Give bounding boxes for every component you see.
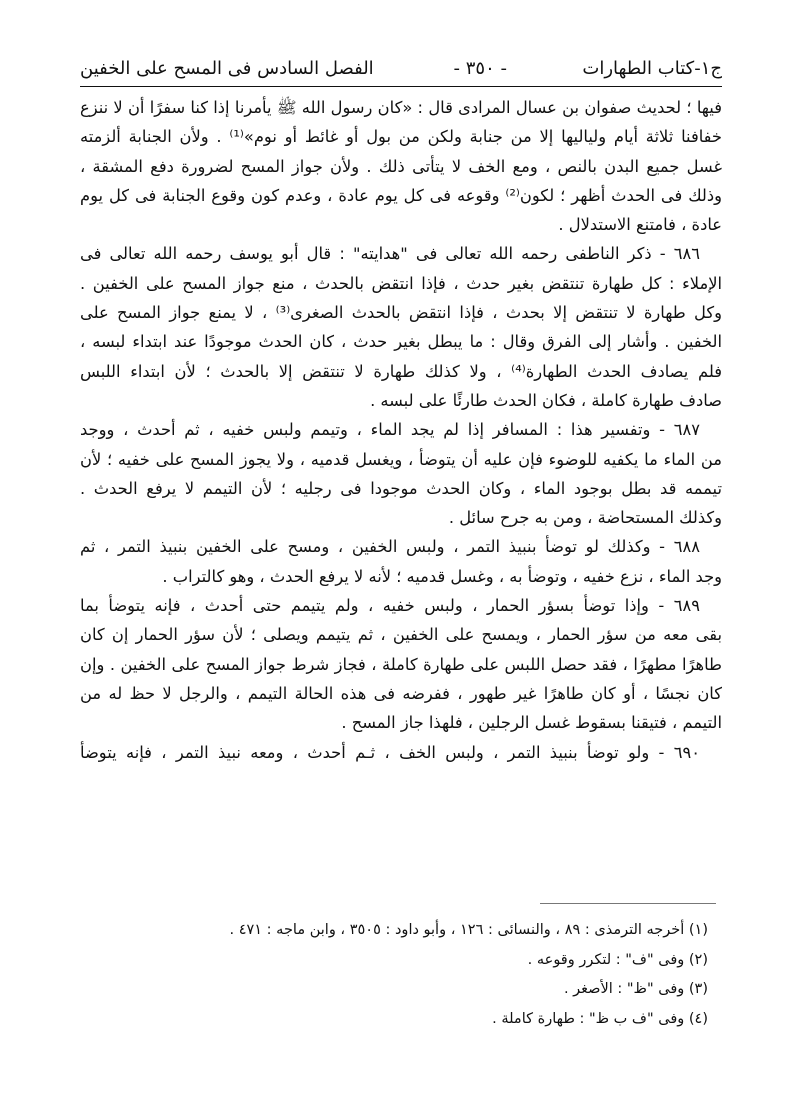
text-line: فلم يصادف الحدث الطهارة⁽⁴⁾ ، ولا كذلك طهارة لا تنتقض إلا بالحدث ؛ لأن ابتداء اللبس (80, 361, 722, 381)
header-chapter-title: الفصل السادس فى المسح على الخفين (80, 58, 374, 79)
body-text (80, 93, 722, 767)
header-page-number: - ٣٥٠ - (453, 58, 507, 79)
text-line: بقى معه من سؤر الحمار ، ويمسح على الخفين ، ثم يتيمم ويصلى ؛ لأن سؤر الحمار إن كان (80, 625, 722, 645)
text-line: كان نجسًا ، أو كان طاهرًا غير طهور ، ففرضه فى هذه الحالة التيمم ، والرجل لا حظ له من (80, 683, 722, 703)
text-line: الخفين . وأشار إلى الفرق وقال : ما يبطل بغير حدث ، كان الحدث موجودًا عند ابتداء لبسه ، (80, 332, 722, 352)
text-line: ٦٨٧ - وتفسير هذا : المسافر إذا لم يجد الماء ، وتيمم ولبس خفيه ، ثم أحدث ، ووجد (80, 420, 700, 440)
book-page (80, 52, 722, 767)
running-header (80, 52, 722, 87)
footnote-3: (٣) وفى "ظ" : الأصغر . (563, 981, 708, 997)
paragraph-686 (80, 239, 722, 415)
text-line: الإملاء : كل طهارة تنتقض بغير حدث ، فإذا انتقض بالحدث ، منع جواز المسح على الخفين . (80, 273, 722, 293)
text-line: تيممه قد بطل بوجود الماء ، وكان الحدث موجودا فى رجليه ؛ لأن التيمم لا يرفع الحدث . (80, 478, 722, 498)
text-line: وكل طهارة لا تنتقض إلا بحدث ، فإذا انتقض بالحدث الصغرى⁽³⁾ ، لا يمنع جواز المسح على (80, 303, 722, 323)
text-line: صادف طهارة كاملة ، فكان الحدث طارئًا على لبسه . (370, 390, 722, 410)
footnote-4: (٤) وفى "ف ب ظ" : طهارة كاملة . (492, 1010, 708, 1027)
text-line: التيمم ، فتيقنا بسقوط غسل الرجلين ، فلهذا جاز المسح . (341, 713, 722, 733)
text-line: عادة ، فامتنع الاستدلال . (558, 215, 722, 235)
text-line: ٦٨٦ - ذكر الناطفى رحمه الله تعالى فى "هدايته" : قال أبو يوسف رحمه الله تعالى فى (80, 244, 700, 264)
footnote-1: (١) أخرجه الترمذى : ٨٩ ، والنسائى : ١٢٦ ، وأبو داود : ٣٥٠٥ ، وابن ماجه : ٤٧١ . (229, 922, 708, 938)
text-line: وجد الماء ، نزع خفيه ، وتوضأ به ، وغسل قدميه ؛ لأنه لا يرفع الحدث ، وهو كالتراب . (162, 566, 722, 586)
text-line: غسل جميع البدن بالنص ، ومع الخف لا يتأتى ذلك . ولأن جواز المسح لضرورة دفع المشقة ، (80, 156, 722, 176)
text-line: وكذلك المستحاضة ، ومن به جرح سائل . (448, 508, 722, 528)
paragraph-690 (80, 738, 722, 767)
text-line: ٦٩٠ - ولو توضأ بنبيذ التمر ، ولبس الخف ، ثـم أحدث ، ومعه نبيذ التمر ، فإنه يتوضأ (80, 742, 700, 762)
text-line: ٦٨٩ - وإذا توضأ بسؤر الحمار ، ولبس خفيه ، ولم يتيمم حتى أحدث ، فإنه يتوضأ بما (80, 596, 700, 616)
footnotes (229, 916, 708, 1034)
text-line: ٦٨٨ - وكذلك لو توضأ بنبيذ التمر ، ولبس الخفين ، ومسح على الخفين بنبيذ التمر ، ثم (80, 537, 700, 557)
footnote-separator (540, 903, 716, 904)
paragraph-688 (80, 532, 722, 591)
paragraph-689 (80, 591, 722, 737)
text-line: من الماء ما يكفيه للوضوء فإن عليه أن يتوضأ ، ويغسل قدميه ، ولا يجوز المسح على خفيه ؛ لأن (80, 449, 722, 469)
text-line: فيها ؛ لحديث صفوان بن عسال المرادى قال : «كان رسول الله ﷺ يأمرنا إذا كنا سفرًا أن لا ننزع (80, 98, 722, 117)
text-line: وذلك فى الحدث أظهر ؛ لكون⁽²⁾ وقوعه فى كل يوم عادة ، وعدم كون وقوع الجنابة فى كل يوم (80, 185, 723, 205)
paragraph-continuation (80, 93, 722, 239)
paragraph-687 (80, 415, 722, 532)
header-volume-book: ج١-كتاب الطهارات (582, 58, 722, 79)
text-line: خفافنا ثلاثة أيام ولياليها إلا من جنابة ولكن من بول أو غائط أو نوم»⁽¹⁾ . ولأن الجنابة ألزمته (80, 127, 722, 147)
footnote-2: (٢) وفى "ف" : لتكرر وقوعه . (527, 951, 708, 968)
text-line: طاهرًا مطهرًا ، فقد حصل اللبس على طهارة كاملة ، فجاز شرط جواز المسح على الخفين . وإن (80, 654, 722, 674)
